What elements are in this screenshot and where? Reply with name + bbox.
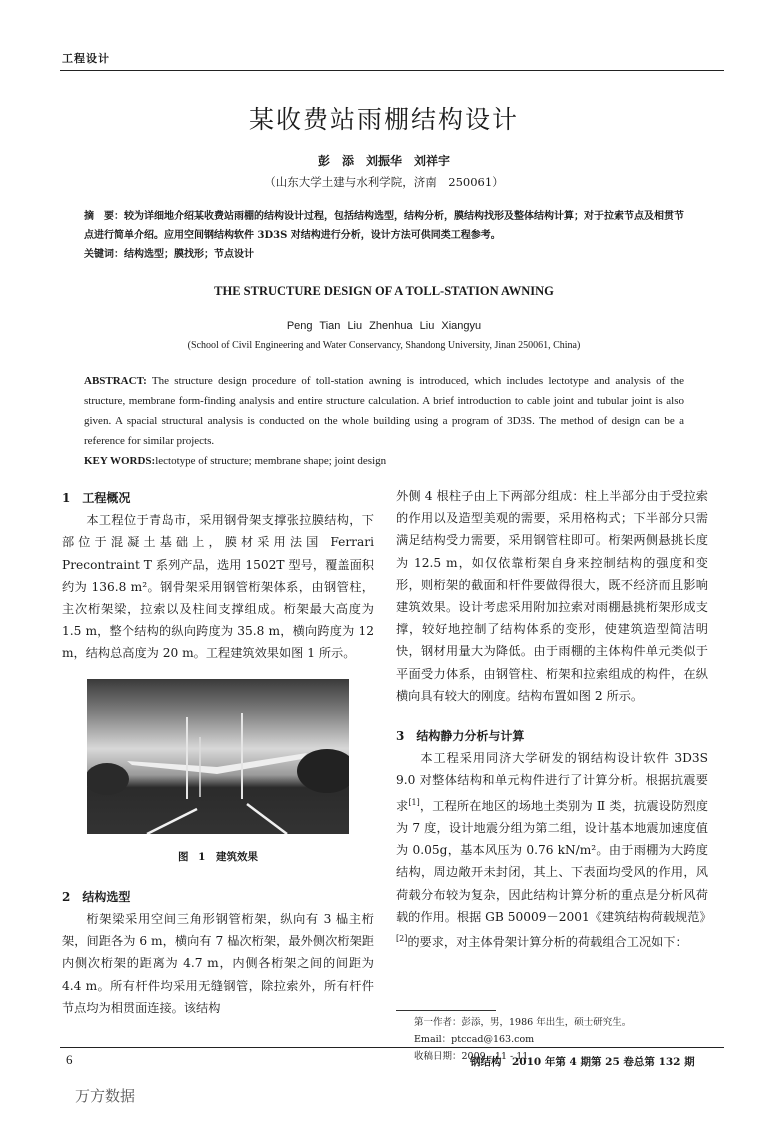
footnote-email[interactable]: Email：ptccad@163.com — [414, 1034, 535, 1045]
footnote-received: 收稿日期：2009 - 11 - 11 — [414, 1051, 529, 1062]
watermark: 万方数据 — [75, 1087, 136, 1105]
section-2-continued: 外侧 4 根柱子由上下两部分组成：柱上半部分由于受拉索的作用以及造型美观的需要，采用格构式；下半部分只需满足结构受力需要，采用钢管柱即可。桁架两侧悬挑长度为 12.5 m，如仅依靠桁架自身来控制结构的强度和变形，则桁架的截面和杆件要做得很大，既不经济而且影响建筑效果。设计考虑采用附加拉索对雨棚悬挑桁架形成支撑，较好地控制了结构体系的变形，使建筑造型简洁明快，钢材用量大为降低。由于雨棚的主体构件单元类似于平面受力体系，由钢管柱、桁架和拉索组成的构件，在纵横向具有较大的刚度。结构布置如图 2 所示。 — [396, 489, 708, 703]
abstract-cn-label: 摘 要： — [84, 211, 124, 222]
right-column — [396, 485, 712, 953]
abstract-cn-text: 较为详细地介绍某收费站雨棚的结构设计过程，包括结构选型，结构分析，膜结构找形及整体结构计算；对于拉索节点及相贯节点进行简单介绍。应用空间钢结构软件 3D3S 对结构进行分析，设计方法可供同类工程参考。 — [84, 211, 684, 241]
section-3-text-a: 本工程采用同济大学研发的钢结构设计软件 3D3S 9.0 对整体结构和单元构件进行了计算分析。根据抗震要求 — [396, 751, 708, 813]
affiliation-cn: （山东大学土建与水利学院，济南 250061） — [264, 175, 504, 189]
footnote-rule — [396, 1010, 496, 1011]
authors-cn: 彭 添 刘振华 刘祥宇 — [317, 154, 450, 168]
title-en: THE STRUCTURE DESIGN OF A TOLL-STATION AWNING — [214, 284, 554, 298]
authors-en: Peng Tian Liu Zhenhua Liu Xiangyu — [286, 320, 482, 332]
citation-1[interactable]: [1] — [408, 797, 420, 807]
keywords-en-label: KEY WORDS: — [84, 455, 156, 467]
header-rule — [60, 70, 724, 71]
section-3-text-b: ，工程所在地区的场地土类别为 Ⅱ 类，抗震设防烈度为 7 度，设计地震分组为第二组，设计基本地震加速度值为 0.05g，基本风压为 0.76 kN/m²。由于雨棚为大跨度结构，周边敞开未封闭，其上、下表面均受风的作用，风荷载分布较为复杂，因此结构计算分析的重点是分析风荷载的作用。根据 GB 50009－2001《建筑结构荷载规范》 — [396, 798, 712, 924]
affiliation-en: (School of Civil Engineering and Water Conservancy, Shandong University, Jinan 250061, China) — [187, 340, 581, 351]
footnote-author: 第一作者：彭添，男，1986 年出生，硕士研究生。 — [414, 1017, 632, 1028]
abstract-cn — [84, 207, 688, 264]
section-3-heading: 3 结构静力分析与计算 — [396, 729, 525, 744]
page-number: 6 — [66, 1052, 73, 1067]
section-3-text-c: 的要求，对主体骨架计算分析的荷载组合工况如下： — [407, 934, 688, 949]
citation-2[interactable]: [2] — [396, 933, 408, 943]
journal-info: 钢结构 2010 年第 4 期第 25 卷总第 132 期 — [470, 1056, 695, 1068]
section-2-paragraph: 桁架梁采用空间三角形钢管桁架，纵向有 3 榀主桁架，间距各为 6 m，横向有 7 榀次桁架，最外侧次桁架距内侧次桁架的距离为 4.7 m，内侧各桁架之间的间距为 4.4 m。所有杆件均采用无缝钢管，除拉索外，所有杆件节点均为相贯面连接。该结构 — [62, 912, 374, 1015]
awning-render-icon — [87, 679, 349, 834]
keywords-en: lectotype of structure; membrane shape; joint design — [155, 455, 387, 467]
section-2-heading: 2 结构选型 — [62, 889, 131, 904]
section-3-paragraph — [396, 747, 712, 953]
section-1-paragraph: 本工程位于青岛市，采用钢骨架支撑张拉膜结构，下部位于混凝土基础上，膜材采用法国 Ferrari Precontraint T 系列产品，选用 1502T 型号，覆盖面积约为 136.8 m²。钢骨架采用钢管桁架体系，由钢管柱，主次桁架梁，拉索以及柱间支撑组成。桁架最大高度为 1.5 m，整个结构的纵向跨度为 35.8 m，横向跨度为 12 m，结构总高度为 20 m。工程建筑效果如图 1 所示。 — [62, 513, 374, 661]
figure-1-caption: 图 1 建筑效果 — [178, 850, 258, 863]
title-cn: 某收费站雨棚结构设计 — [248, 105, 519, 134]
abstract-en — [84, 371, 684, 471]
figure-1-image — [87, 679, 349, 834]
abstract-en-label: ABSTRACT: — [84, 375, 147, 387]
left-column — [62, 487, 374, 1019]
section-1-heading: 1 工程概况 — [62, 491, 131, 505]
keywords-cn-label: 关键词： — [84, 249, 124, 260]
keywords-cn: 结构选型；膜找形；节点设计 — [124, 249, 254, 260]
abstract-en-text: The structure design procedure of toll-station awning is introduced, which includes lectotype and analysis of the structure, membrane form-finding analysis and entire structure calculation. A brief introduction to cable joint and tubular joint is also given. A spacial structural analysis is conducted on the whole building using a program of 3D3S. The method of design can be a reference for similar projects. — [84, 375, 684, 447]
section-label: 工程设计 — [62, 52, 110, 65]
footer-rule — [60, 1047, 724, 1048]
